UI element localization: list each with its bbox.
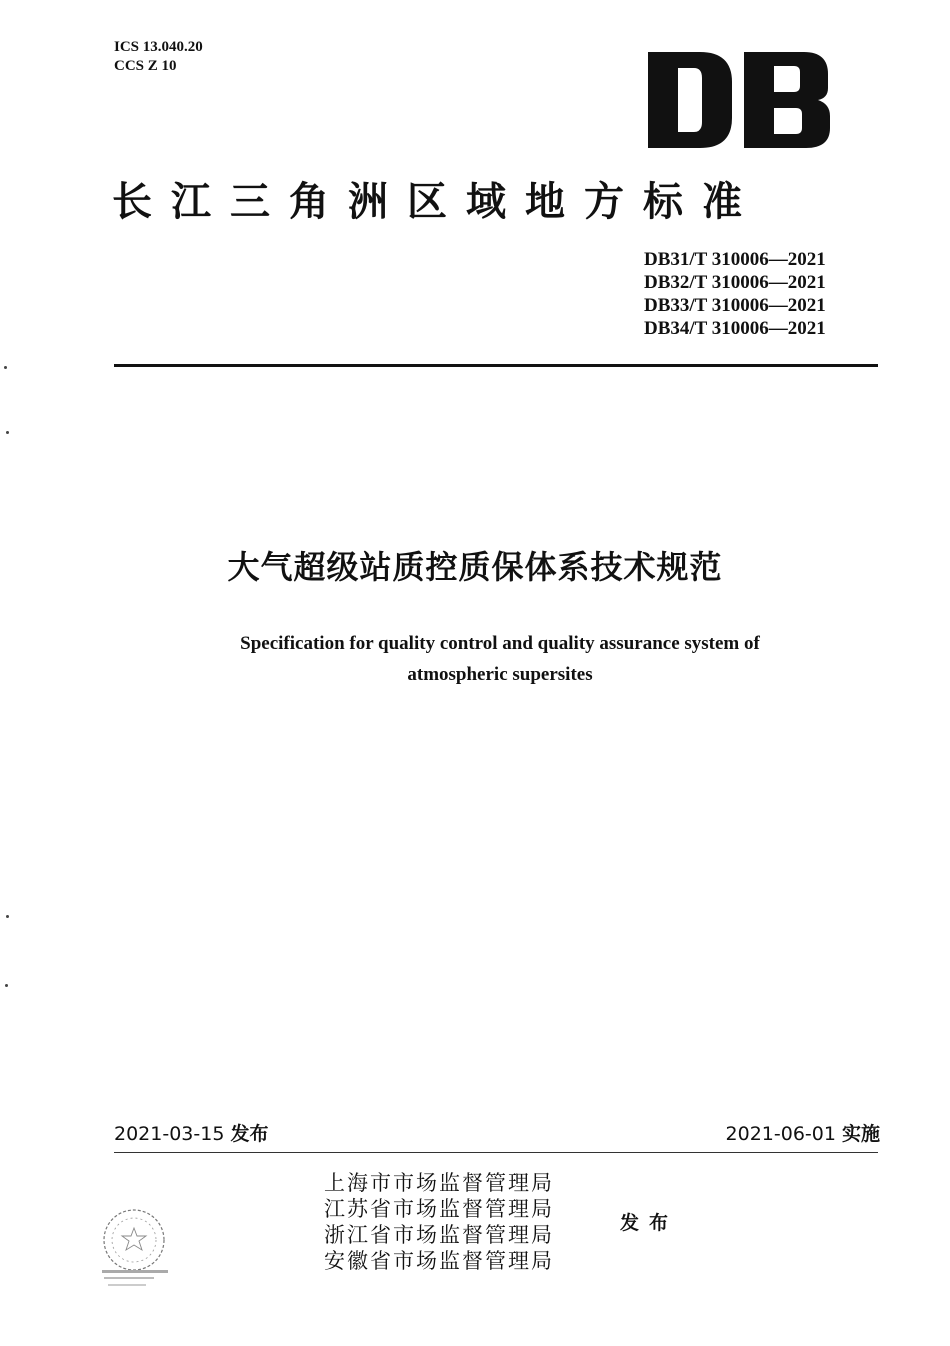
publish-label: 发布 [620,1212,679,1234]
ccs-code: CCS Z 10 [114,58,177,74]
issuing-authorities [324,1170,554,1274]
implement-label: 实施 [841,1123,880,1145]
english-title-line: Specification for quality control and quality assurance system of [240,633,760,654]
issuer: 上海市市场监督管理局 [324,1171,554,1195]
document-title-chinese: 大气超级站质控质保体系技术规范 [227,548,723,586]
scan-speck [6,431,9,434]
implement-date [640,1121,880,1147]
scan-speck [6,915,9,918]
implement-date-value: 2021-06-01 [725,1123,836,1145]
issue-date [114,1121,268,1147]
issuer: 江苏省市场监督管理局 [324,1197,554,1221]
scan-speck [4,366,7,369]
seal-stamp-icon [94,1200,178,1290]
issuer: 安徽省市场监督管理局 [324,1249,554,1273]
issuer: 浙江省市场监督管理局 [324,1223,554,1247]
english-title-line: atmospheric supersites [407,664,593,685]
scan-speck [5,984,8,987]
issue-date-value: 2021-03-15 [114,1123,225,1145]
classification-codes [114,38,203,76]
header-divider [114,364,878,367]
issue-label: 发布 [230,1123,269,1145]
footer-divider [114,1152,878,1153]
standard-number: DB32/T 310006—2021 [644,272,826,293]
db-logo [648,52,830,148]
standard-number: DB34/T 310006—2021 [644,318,826,339]
standard-numbers [644,248,826,340]
standard-number: DB31/T 310006—2021 [644,249,826,270]
document-title-english [150,628,850,690]
ics-code: ICS 13.040.20 [114,39,203,55]
standard-category-title: 长江三角洲区域地方标准 [112,179,761,225]
standard-number: DB33/T 310006—2021 [644,295,826,316]
